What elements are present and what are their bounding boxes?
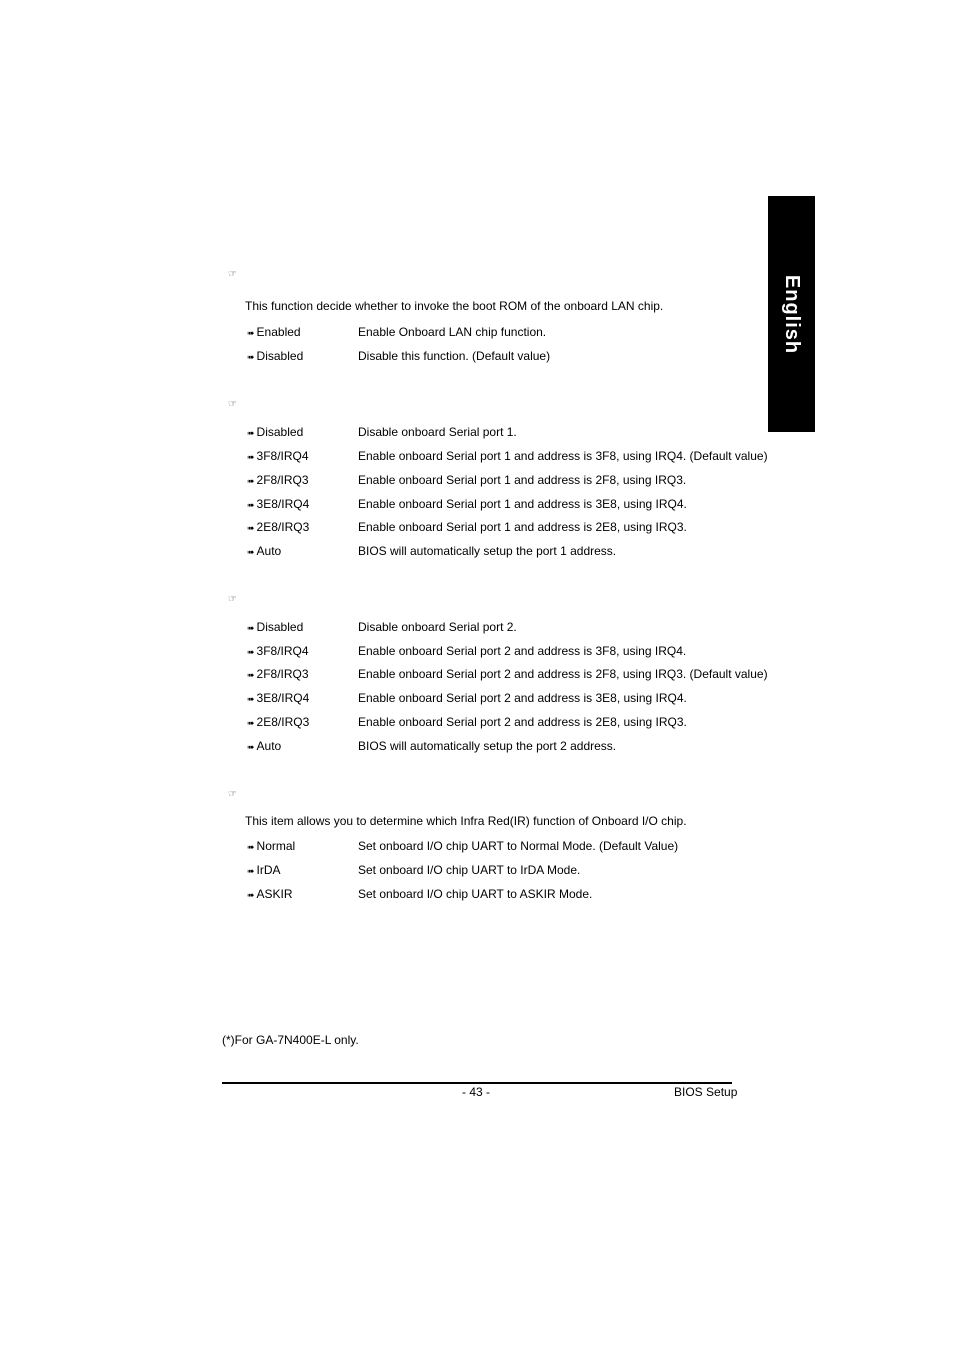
double-arrow-icon: ➠ [247,890,255,900]
option-description: Disable onboard Serial port 2. [358,620,517,634]
option-description: Enable onboard Serial port 1 and address is 3F8, using IRQ4. (Default value) [358,449,768,463]
double-arrow-icon: ➠ [247,623,255,633]
double-arrow-icon: ➠ [247,842,255,852]
double-arrow-icon: ➠ [247,476,255,486]
page-number: - 43 - [462,1085,491,1099]
language-tab-label: English [781,274,804,354]
hand-pointer-icon: ☞ [228,789,237,800]
option-description: Enable Onboard LAN chip function. [358,325,547,339]
option-label: Auto [256,739,282,753]
footer-divider [222,1082,732,1084]
double-arrow-icon: ➠ [247,352,255,362]
option-description: Set onboard I/O chip UART to IrDA Mode. [358,863,581,877]
option-label: 3F8/IRQ4 [256,644,309,658]
option-label: 2F8/IRQ3 [256,473,309,487]
footer-title: BIOS Setup [674,1085,738,1099]
option-description: BIOS will automatically setup the port 2 address. [358,739,617,753]
double-arrow-icon: ➠ [247,523,255,533]
option-label: 3E8/IRQ4 [256,497,310,511]
option-description: Enable onboard Serial port 1 and address is 2E8, using IRQ3. [358,520,687,534]
double-arrow-icon: ➠ [247,547,255,557]
option-description: Disable this function. (Default value) [358,349,551,363]
option-description: Enable onboard Serial port 2 and address is 3E8, using IRQ4. [358,691,687,705]
option-label: ASKIR [256,887,293,901]
option-label: Auto [256,544,282,558]
double-arrow-icon: ➠ [247,718,255,728]
option-description: Set onboard I/O chip UART to ASKIR Mode. [358,887,593,901]
double-arrow-icon: ➠ [247,866,255,876]
double-arrow-icon: ➠ [247,670,255,680]
option-label: IrDA [256,863,281,877]
option-label: Enabled [256,325,301,339]
double-arrow-icon: ➠ [247,742,255,752]
option-label: 2F8/IRQ3 [256,667,309,681]
hand-pointer-icon: ☞ [228,269,237,280]
double-arrow-icon: ➠ [247,452,255,462]
double-arrow-icon: ➠ [247,694,255,704]
option-label: 3E8/IRQ4 [256,691,310,705]
option-label: Disabled [256,349,304,363]
double-arrow-icon: ➠ [247,647,255,657]
language-tab [768,196,815,432]
double-arrow-icon: ➠ [247,328,255,338]
option-label: 2E8/IRQ3 [256,520,310,534]
option-description: Disable onboard Serial port 1. [358,425,517,439]
option-description: Enable onboard Serial port 2 and address is 2F8, using IRQ3. (Default value) [358,667,768,681]
option-label: Disabled [256,425,304,439]
option-description: Set onboard I/O chip UART to Normal Mode. (Default Value) [358,839,679,853]
section-description: This function decide whether to invoke the boot ROM of the onboard LAN chip. [245,299,664,313]
hand-pointer-icon: ☞ [228,399,237,410]
option-label: Disabled [256,620,304,634]
option-description: Enable onboard Serial port 2 and address is 2E8, using IRQ3. [358,715,687,729]
double-arrow-icon: ➠ [247,500,255,510]
option-description: BIOS will automatically setup the port 1 address. [358,544,617,558]
hand-pointer-icon: ☞ [228,594,237,605]
footnote: (*)For GA-7N400E-L only. [222,1033,359,1047]
option-label: 2E8/IRQ3 [256,715,310,729]
option-label: 3F8/IRQ4 [256,449,309,463]
option-description: Enable onboard Serial port 1 and address is 2F8, using IRQ3. [358,473,687,487]
double-arrow-icon: ➠ [247,428,255,438]
section-description: This item allows you to determine which Infra Red(IR) function of Onboard I/O chip. [245,814,687,828]
option-description: Enable onboard Serial port 1 and address is 3E8, using IRQ4. [358,497,687,511]
option-label: Normal [256,839,296,853]
option-description: Enable onboard Serial port 2 and address is 3F8, using IRQ4. [358,644,687,658]
